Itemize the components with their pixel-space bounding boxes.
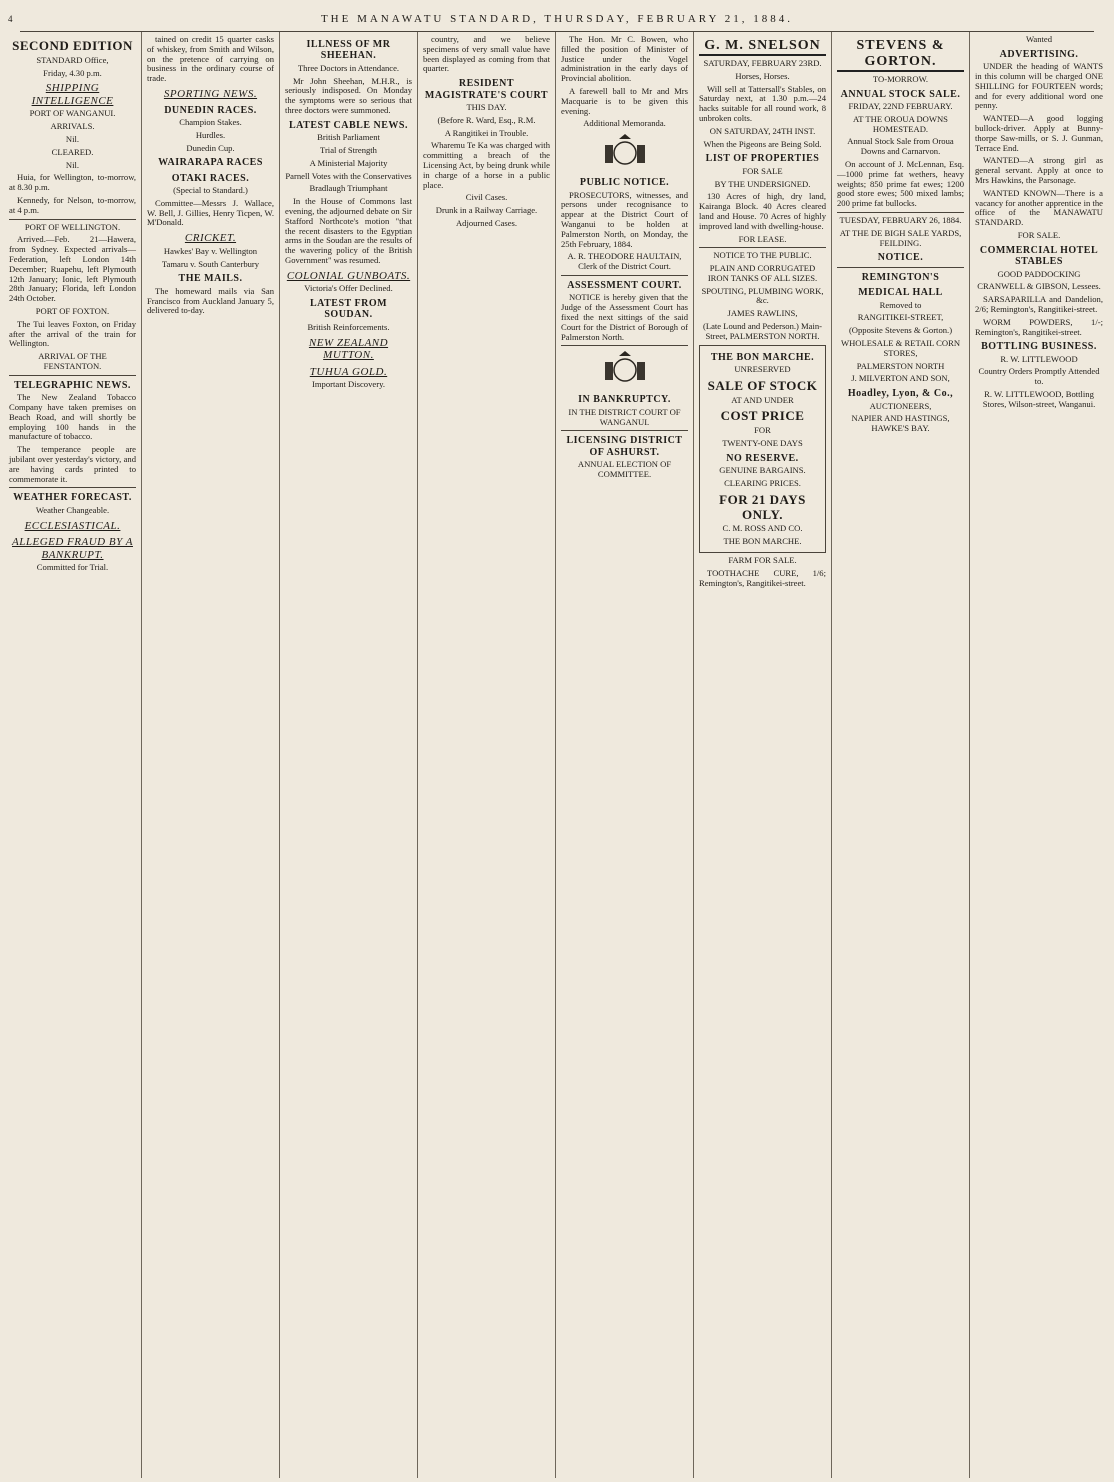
column-6	[694, 32, 832, 1478]
office-line: STANDARD Office,	[36, 54, 109, 65]
rawlins-name: JAMES RAWLINS,	[727, 308, 798, 319]
cricket-heading: CRICKET.	[184, 232, 237, 245]
port-wanganui: PORT OF WANGANUI.	[29, 108, 116, 119]
soudan-sub: British Reinforcements.	[307, 321, 390, 332]
wholesale-line: WHOLESALE & RETAIL CORN STORES,	[840, 338, 961, 358]
wanted-label: Wanted	[1025, 34, 1053, 44]
time-line: Friday, 4.30 p.m.	[43, 67, 102, 78]
column-7	[832, 32, 970, 1478]
littlewood-2: R. W. LITTLEWOOD, Bottling Stores, Wilson-street, Wanganui.	[982, 389, 1096, 409]
wellington-para: Arrived.—Feb. 21—Hawera, from Sydney. Expected arrivals—Federation, left London 14th December; Ruapehu, left Plymouth 12th January; Ionic, left Plymouth 28th January; Florida, left London 24th October.	[9, 234, 136, 304]
cable-heading: LATEST CABLE NEWS.	[289, 119, 408, 131]
tamaru-sub: Tamaru v. South Canterbury	[161, 258, 260, 269]
soudan-heading: LATEST FROM SOUDAN.	[309, 298, 388, 321]
properties-heading: LIST OF PROPERTIES	[705, 153, 820, 165]
wanted-2: WANTED—A strong girl as general servant. Apply at once to Mrs Hawkins, the Parsonage.	[975, 155, 1103, 185]
by-undersigned: BY THE UNDERSIGNED.	[714, 178, 811, 189]
rawlins-address: (Late Lound and Pederson.) Main-Street, PALMERSTON NORTH.	[702, 321, 823, 341]
divider	[837, 212, 964, 213]
removed-to: Removed to	[879, 299, 922, 310]
whiskey-para: tained on credit 15 quarter casks of whiskey, from Smith and Wilson, on the pretence of carrying on business in the ordinary course of trade.	[147, 34, 274, 84]
dunedin-cup: Dunedin Cup.	[186, 142, 235, 153]
tuhua-sub: Important Discovery.	[312, 379, 385, 390]
for-word: FOR	[754, 425, 771, 436]
cable-para: In the House of Commons last evening, the adjourned debate on Sir Stafford Northcote's motion "that the recent disasters to the Egyptian arms in the Soudan are the results of the wavering policy of the British Government" was resumed.	[285, 196, 412, 265]
divider	[561, 345, 688, 346]
milverton-line: J. MILVERTON AND SON,	[851, 373, 950, 384]
cleared-label: CLEARED.	[51, 146, 94, 157]
licensing-sub: ANNUAL ELECTION OF COMMITTEE.	[577, 459, 672, 479]
stock-para: On account of J. McLennan, Esq.—1000 prime fat wethers, heavy weights; 850 prime fat ewes; 1200 good store ewes; 500 mixed lambs; 200 prime fat bullocks.	[837, 159, 964, 209]
hoadley-heading: Hoadley, Lyon, & Co.,	[847, 388, 954, 400]
column-1	[4, 32, 142, 1478]
foxton-para: The Tui leaves Foxton, on Friday after the arrival of the train for Wellington.	[9, 318, 136, 349]
public-notice-para: PROSECUTORS, witnesses, and persons under recognisance to appear at the District Court of Wanganui to be holden at Palmerston North, on Monday, the 25th February, 1884.	[561, 189, 688, 249]
bowen-para: The Hon. Mr C. Bowen, who filled the position of Minister of Justice under the Vogel administration in the early days of Provincial abolition.	[561, 34, 688, 84]
auctioneers-line: AUCTIONEERS,	[869, 400, 932, 411]
port-foxton: PORT OF FOXTON.	[35, 306, 110, 317]
weather-sub: Weather Changeable.	[35, 504, 110, 515]
gunboats-sub: Victoria's Offer Declined.	[304, 283, 393, 294]
bon-marche-2: THE BON MARCHE.	[723, 536, 802, 547]
bon-marche-ad	[699, 345, 826, 553]
divider	[699, 247, 826, 248]
cricket-sub: Hawkes' Bay v. Wellington	[163, 245, 258, 256]
bradlaugh: Bradlaugh Triumphant	[309, 183, 388, 194]
farewell-para: A farewell ball to Mr and Mrs Macquarie is to be given this evening.	[561, 85, 688, 116]
nil-2: Nil.	[65, 159, 80, 170]
saturday-line: SATURDAY, FEBRUARY 23RD.	[703, 57, 822, 68]
assessment-heading: ASSESSMENT COURT.	[567, 279, 682, 291]
horses-line: Horses, Horses.	[735, 70, 790, 81]
divider	[561, 430, 688, 431]
cost-price: COST PRICE	[720, 408, 805, 424]
at-under: AT AND UNDER	[731, 394, 794, 405]
arrivals-label: ARRIVALS.	[50, 121, 95, 132]
notice-public: NOTICE TO THE PUBLIC.	[713, 250, 812, 261]
assessment-para: NOTICE is hereby given that the Judge of the Assessment Court has fixed the next sittings of the said Court for the District of Borough of Palmerston North.	[561, 292, 688, 342]
divider	[9, 219, 136, 220]
fenstanton-heading: ARRIVAL OF THE FENSTANTON.	[38, 351, 107, 371]
drunk-carriage: Drunk in a Railway Carriage.	[435, 205, 538, 216]
gunboats-heading: COLONIAL GUNBOATS.	[286, 269, 411, 282]
royal-crest-icon	[599, 133, 651, 173]
oroua-line: AT THE OROUA DOWNS HOMESTEAD.	[853, 113, 948, 134]
before-line: (Before R. Ward, Esq., R.M.	[437, 114, 536, 125]
column-5	[556, 32, 694, 1478]
illness-heading: ILLNESS OF MR SHEEHAN.	[306, 39, 391, 62]
sale-of-stock: SALE OF STOCK	[707, 377, 818, 393]
commercial-stables: COMMERCIAL HOTEL STABLES	[979, 244, 1099, 268]
worm-line: WORM POWDERS, 1/-; Remington's, Rangitikei-street.	[975, 316, 1103, 337]
tomorrow-line: TO-MORROW.	[872, 73, 929, 84]
otaki-heading: OTAKI RACES.	[171, 172, 250, 184]
column-4	[418, 32, 556, 1478]
country-orders: Country Orders Promptly Attended to.	[978, 366, 1100, 387]
champion-stakes: Champion Stakes.	[179, 116, 242, 127]
royal-crest-icon	[599, 350, 651, 390]
wairarapa-heading: WAIRARAPA RACES	[158, 157, 263, 169]
medical-hall: MEDICAL HALL	[858, 287, 943, 299]
column-8	[970, 32, 1108, 1478]
littlewood-line: R. W. LITTLEWOOD	[1000, 353, 1078, 364]
farm-for-sale: FARM FOR SALE.	[728, 555, 797, 566]
twenty-one-days: TWENTY-ONE DAYS	[722, 438, 803, 449]
page-number: 4	[8, 14, 16, 24]
iron-tanks: PLAIN AND CORRUGATED IRON TANKS OF ALL SIZES.	[707, 263, 818, 283]
annual-sale-2: Annual Stock Sale from Oroua Downs and Carnarvon.	[847, 136, 954, 157]
wanted-3: WANTED KNOWN—There is a vacancy for another apprentice in the office of the MANAWATU STANDARD.	[975, 187, 1103, 228]
no-reserve: NO RESERVE.	[726, 452, 799, 464]
shipping-para-1: Huia, for Wellington, to-morrow, at 8.30 p.m.	[9, 172, 136, 193]
toothache-line: TOOTHACHE CURE, 1/6; Remington's, Rangitikei-street.	[699, 567, 826, 588]
notice-heading: NOTICE.	[877, 252, 924, 264]
bankruptcy-heading: IN BANKRUPTCY.	[578, 394, 671, 406]
mutton-heading: NEW ZEALAND MUTTON.	[308, 336, 389, 362]
second-edition-heading: SECOND EDITION	[12, 38, 133, 53]
bottling-heading: BOTTLING BUSINESS.	[981, 341, 1097, 353]
mails-heading: THE MAILS.	[178, 273, 243, 285]
paddocking-line: GOOD PADDOCKING	[997, 268, 1081, 279]
for-sale-line: FOR SALE	[742, 165, 783, 176]
mails-para: The homeward mails via San Francisco from Auckland January 5, delivered to-day.	[147, 285, 274, 316]
debigh-line: AT THE DE BIGH SALE YARDS, FEILDING.	[839, 227, 962, 248]
friday-line: FRIDAY, 22ND FEBRUARY.	[848, 101, 953, 112]
tuesday-line: TUESDAY, FEBRUARY 26, 1884.	[839, 215, 962, 226]
for-21-days: FOR 21 DAYS ONLY.	[719, 491, 806, 522]
adjourned-cases: Adjourned Cases.	[455, 217, 518, 228]
opposite-line: (Opposite Stevens & Gorton.)	[848, 325, 953, 336]
illness-para: Mr John Sheehan, M.H.R., is seriously indisposed. On Monday the symptoms were so serious that three doctors were summoned.	[285, 75, 412, 115]
dunedin-heading: DUNEDIN RACES.	[164, 104, 257, 116]
column-3	[280, 32, 418, 1478]
shipping-heading: SHIPPING INTELLIGENCE	[31, 82, 114, 107]
weather-heading: WEATHER FORECAST.	[13, 492, 132, 504]
wanted-1: WANTED—A good logging bullock-driver. Apply at Bunny-thorpe Saw-mills, or S. J. Gunman, Terrace End.	[975, 113, 1103, 153]
otaki-para: Committee—Messrs J. Wallace, W. Bell, J. Gillies, Henry Ticpen, W. M'Donald.	[147, 197, 274, 228]
remington-heading: REMINGTON'S	[861, 271, 940, 283]
licensing-heading: LICENSING DISTRICT OF ASHURST.	[566, 435, 683, 458]
stevens-gorton-brand: STEVENS & GORTON.	[837, 38, 964, 72]
public-notice-heading: PUBLIC NOTICE.	[579, 177, 670, 189]
divider	[837, 267, 964, 268]
telegraphic-para-1: The New Zealand Tobacco Company have taken premises on Beach Road, and will shortly be employing 100 hands in the manufacture of tobacco.	[9, 392, 136, 442]
british-parliament: British Parliament	[317, 132, 380, 143]
palmerston-line: PALMERSTON NORTH	[856, 360, 945, 371]
properties-para: 130 Acres of high, dry land, Kairanga Block. 40 Acres cleared land and House. 70 Acres of highly improved land with dwelling-house.	[699, 191, 826, 231]
shipping-para-2: Kennedy, for Nelson, to-morrow, at 4 p.m.	[9, 195, 136, 215]
spouting-line: SPOUTING, PLUMBING WORK, &c.	[701, 285, 824, 306]
nil-1: Nil.	[65, 134, 80, 145]
this-day: THIS DAY.	[466, 101, 507, 112]
port-wellington: PORT OF WELLINGTON.	[24, 221, 121, 232]
ecclesiastical-heading: ECCLESIASTICAL.	[24, 519, 121, 532]
bankruptcy-court: IN THE DISTRICT COURT OF WANGANUI.	[568, 406, 681, 427]
sporting-heading: SPORTING NEWS.	[163, 87, 258, 100]
sarsaparilla-line: SARSAPARILLA and Dandelion, 2/6; Remington's, Rangitikei-street.	[975, 294, 1103, 314]
napier-line: NAPIER AND HASTINGS, HAWKE'S BAY.	[851, 413, 950, 434]
advertising-heading: ADVERTISING.	[999, 48, 1079, 60]
rangitikei-trouble: A Rangitikei in Trouble.	[444, 127, 529, 138]
illness-sub: Three Doctors in Attendance.	[297, 62, 400, 73]
rm-para: Wharemu Te Ka was charged with committing a breach of the Licensing Act, by being drunk while in charge of a horse in a public place.	[423, 140, 550, 190]
advertising-para: UNDER the heading of WANTS in this column will be charged ONE SHILLING for FOURTEEN words; and for every additional word one penny.	[975, 61, 1103, 111]
parnell-votes: Parnell Votes with the Conservatives	[285, 170, 412, 181]
public-notice-sign: A. R. THEODORE HAULTAIN, Clerk of the District Court.	[567, 251, 682, 272]
divider	[561, 275, 688, 276]
column-2	[142, 32, 280, 1478]
bon-marche-heading: THE BON MARCHE.	[710, 351, 815, 363]
divider	[9, 487, 136, 488]
unreserved-line: UNRESERVED	[734, 364, 791, 375]
additional-memoranda: Additional Memoranda.	[583, 118, 666, 129]
horses-para: Will sell at Tattersall's Stables, on Saturday next, at 1.30 p.m.—24 hacks suitable for all round work, 8 unbroken colts.	[699, 83, 826, 123]
genuine-bargains: GENUINE BARGAINS.	[719, 465, 806, 476]
telegraphic-para-2: The temperance people are jubilant over yesterday's victory, and are having cards printed to commemorate it.	[9, 444, 136, 484]
for-lease: FOR LEASE.	[738, 233, 787, 244]
otaki-sub: (Special to Standard.)	[173, 185, 248, 196]
telegraphic-heading: TELEGRAPHIC NEWS.	[14, 379, 131, 391]
on-saturday: ON SATURDAY, 24TH INST.	[709, 125, 816, 136]
ross-line: C. M. ROSS AND CO.	[722, 523, 803, 534]
country-para: country, and we believe specimens of very small value have been displayed as coming from that quarter.	[423, 34, 550, 74]
cranwell-line: CRANWELL & GIBSON, Lessees.	[977, 281, 1101, 292]
fraud-heading: ALLEGED FRAUD BY A BANKRUPT.	[12, 536, 133, 561]
ministerial-majority: A Ministerial Majority	[309, 157, 388, 168]
columns	[4, 32, 1110, 1478]
masthead-title: THE MANAWATU STANDARD, THURSDAY, FEBRUARY 21, 1884.	[320, 13, 794, 25]
for-sale-heading: FOR SALE.	[1017, 229, 1061, 240]
annual-stock-sale: ANNUAL STOCK SALE.	[840, 88, 961, 100]
civil-cases: Civil Cases.	[465, 192, 508, 203]
masthead	[0, 0, 1114, 30]
rangitikei-street: RANGITIKEI-STREET,	[857, 312, 944, 323]
pigeons-line: When the Pigeons are Being Sold.	[703, 138, 822, 149]
trial-strength: Trial of Strength	[320, 144, 377, 155]
fraud-sub: Committed for Trial.	[36, 562, 109, 573]
hurdles: Hurdles.	[195, 129, 226, 140]
divider	[9, 375, 136, 376]
clearing-prices: CLEARING PRICES.	[724, 478, 801, 489]
snelson-brand: G. M. SNELSON	[699, 38, 826, 56]
rm-court-heading: RESIDENT MAGISTRATE'S COURT	[424, 78, 549, 101]
tuhua-heading: TUHUA GOLD.	[309, 365, 388, 378]
